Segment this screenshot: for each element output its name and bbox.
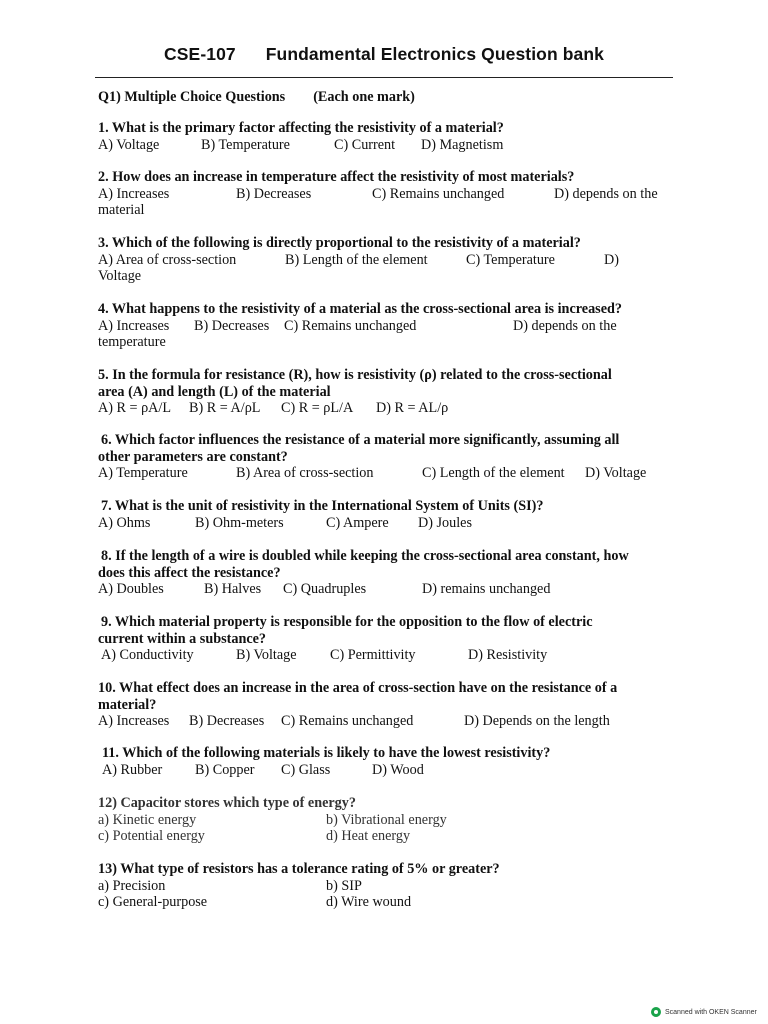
- option-b: B) Voltage: [236, 647, 297, 663]
- option-c: C) Ampere: [326, 514, 389, 531]
- option-c: C) Length of the element: [422, 465, 565, 481]
- option-d: D) Joules: [418, 514, 472, 531]
- option-continuation: Voltage: [98, 268, 142, 284]
- option-d: D) Wood: [372, 761, 424, 778]
- option-c: c) Potential energy: [98, 828, 205, 844]
- question-2: [98, 169, 678, 219]
- question-7: [98, 498, 678, 531]
- option-c: C) Permittivity: [330, 647, 416, 663]
- option-d: d) Wire wound: [326, 894, 412, 910]
- option-d: D) remains unchanged: [422, 581, 551, 597]
- option-b: b) Vibrational energy: [326, 811, 447, 828]
- option-a: A) R = ρA/L: [98, 400, 172, 416]
- option-c: C) Glass: [281, 761, 331, 778]
- option-b: B) Decreases: [236, 185, 312, 202]
- option-b: B) Decreases: [189, 713, 265, 729]
- question-text-line-1: 5. In the formula for resistance (R), how is resistivity (ρ) related to the cross-sectional: [98, 367, 612, 383]
- question-1: [98, 120, 678, 153]
- option-c: C) Remains unchanged: [284, 317, 417, 334]
- question-text-line-2: does this affect the resistance?: [98, 564, 281, 581]
- question-text-line-1: 10. What effect does an increase in the area of cross-section have on the resistance of a: [98, 680, 618, 696]
- option-a: A) Voltage: [98, 136, 160, 153]
- question-text-line-1: 9. Which material property is responsible for the opposition to the flow of electric: [101, 614, 593, 630]
- option-d: d) Heat energy: [326, 828, 411, 844]
- question-3: [98, 235, 678, 285]
- question-text: 4. What happens to the resistivity of a material as the cross-sectional area is increased?: [98, 301, 622, 317]
- course-code: CSE-107: [164, 44, 236, 64]
- option-c: C) Remains unchanged: [281, 713, 414, 729]
- header-divider: [95, 77, 673, 78]
- question-text: 12) Capacitor stores which type of energy?: [98, 795, 356, 811]
- option-c: C) Current: [334, 136, 396, 153]
- question-text: 13) What type of resistors has a tolerance rating of 5% or greater?: [98, 861, 500, 877]
- question-text-line-2: current within a substance?: [98, 630, 267, 647]
- option-b: B) R = A/ρL: [189, 400, 261, 416]
- question-text: 2. How does an increase in temperature affect the resistivity of most materials?: [98, 169, 575, 185]
- option-a: A) Conductivity: [101, 647, 194, 663]
- option-b: B) Ohm-meters: [195, 514, 284, 531]
- option-continuation: material: [98, 202, 145, 218]
- option-a: A) Area of cross-section: [98, 251, 237, 268]
- question-text-line-2: other parameters are constant?: [98, 448, 288, 465]
- option-d: D) Magnetism: [421, 136, 504, 153]
- option-a: A) Rubber: [102, 761, 163, 778]
- option-d: D) Depends on the length: [464, 713, 610, 729]
- question-5: [98, 367, 678, 417]
- option-a: A) Doubles: [98, 581, 164, 597]
- question-text: 7. What is the unit of resistivity in the International System of Units (SI)?: [101, 498, 544, 514]
- scanner-logo-icon: [651, 1007, 661, 1017]
- scanner-watermark: [651, 1007, 757, 1017]
- option-a: a) Precision: [98, 877, 166, 894]
- section-heading: Q1) Multiple Choice Questions (Each one mark): [98, 89, 415, 105]
- question-11: [98, 745, 678, 778]
- option-d: D): [604, 251, 619, 268]
- option-b: B) Area of cross-section: [236, 465, 374, 481]
- option-c: C) R = ρL/A: [281, 400, 354, 416]
- option-d: D) Resistivity: [468, 647, 548, 663]
- option-d: D) depends on the: [554, 185, 658, 202]
- option-b: B) Decreases: [194, 317, 270, 334]
- question-text-line-2: area (A) and length (L) of the material: [98, 383, 331, 400]
- question-9: [98, 614, 678, 664]
- option-c: C) Remains unchanged: [372, 185, 505, 202]
- question-13: [98, 861, 678, 911]
- question-text-line-1: 8. If the length of a wire is doubled while keeping the cross-sectional area constant, how: [101, 548, 629, 564]
- option-d: D) Voltage: [585, 465, 647, 481]
- question-text-line-1: 6. Which factor influences the resistance of a material more significantly, assuming all: [101, 432, 620, 448]
- option-b: b) SIP: [326, 877, 362, 894]
- option-b: B) Halves: [204, 581, 262, 597]
- option-a: A) Temperature: [98, 465, 188, 481]
- question-12: [98, 795, 678, 845]
- option-d: D) R = AL/ρ: [376, 400, 449, 416]
- page-title: [0, 44, 768, 65]
- option-a: A) Increases: [98, 185, 170, 202]
- document-title: Fundamental Electronics Question bank: [265, 44, 604, 64]
- option-b: B) Length of the element: [285, 251, 428, 268]
- question-text: 3. Which of the following is directly proportional to the resistivity of a material?: [98, 235, 581, 251]
- option-c: C) Temperature: [466, 251, 555, 268]
- option-a: A) Ohms: [98, 514, 151, 531]
- question-text: 11. Which of the following materials is likely to have the lowest resistivity?: [102, 745, 551, 761]
- option-a: A) Increases: [98, 713, 170, 729]
- question-text: 1. What is the primary factor affecting the resistivity of a material?: [98, 120, 504, 136]
- question-8: [98, 548, 678, 598]
- option-a: A) Increases: [98, 317, 170, 334]
- question-10: [98, 680, 678, 730]
- option-c: c) General-purpose: [98, 894, 208, 910]
- option-b: B) Temperature: [201, 136, 290, 153]
- scanner-text: Scanned with OKEN Scanner: [665, 1008, 757, 1016]
- option-c: C) Quadruples: [283, 581, 367, 597]
- option-continuation: temperature: [98, 334, 166, 350]
- question-4: [98, 301, 678, 351]
- question-text-line-2: material?: [98, 696, 157, 713]
- option-b: B) Copper: [195, 761, 255, 778]
- option-a: a) Kinetic energy: [98, 811, 197, 828]
- question-6: [98, 432, 678, 482]
- option-d: D) depends on the: [513, 317, 617, 334]
